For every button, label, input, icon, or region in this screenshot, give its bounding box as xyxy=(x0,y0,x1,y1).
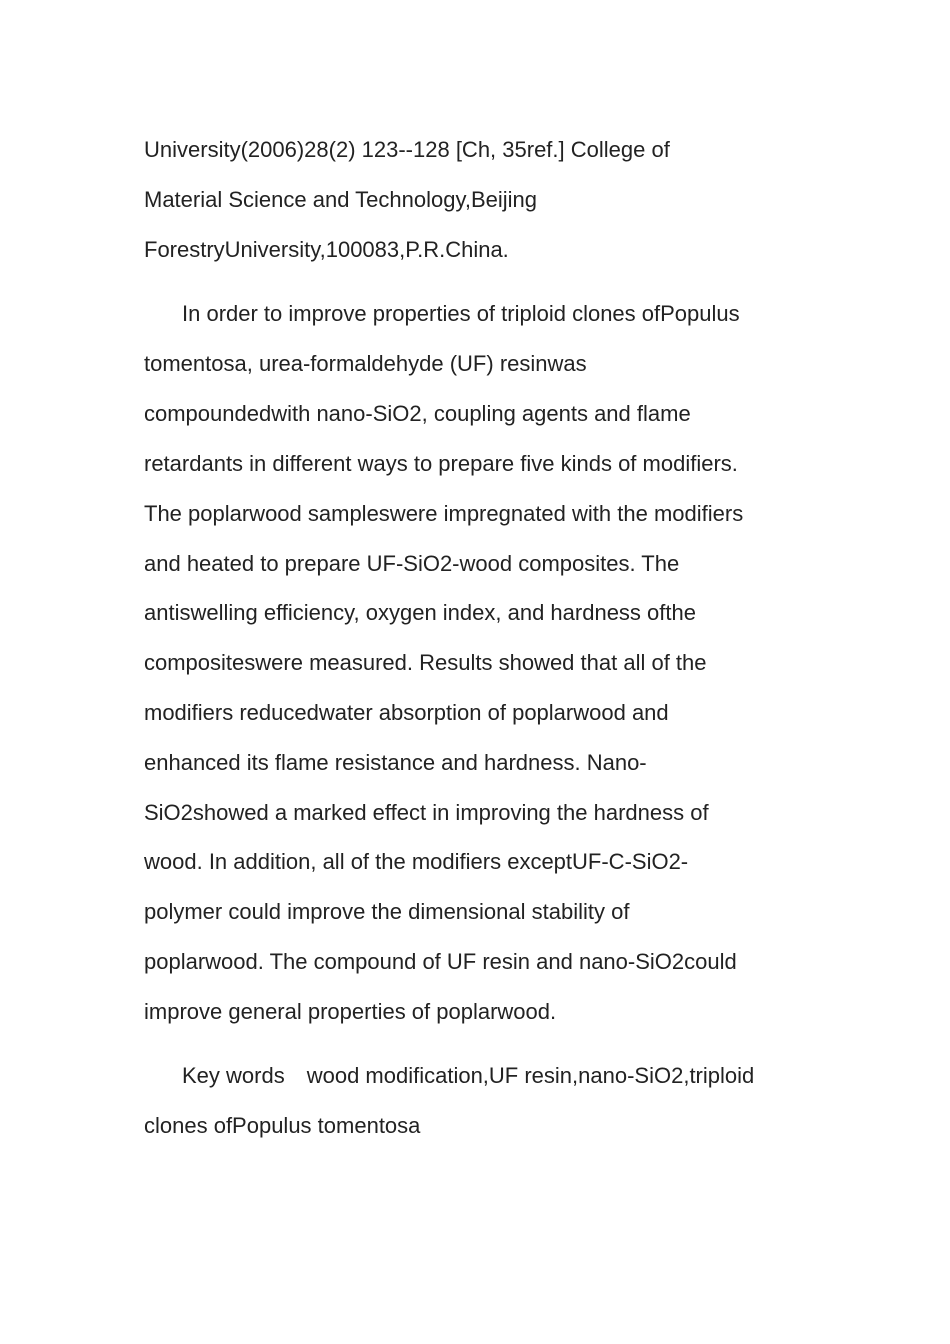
abstract-line: compositeswere measured. Results showed that all of the xyxy=(144,650,707,675)
abstract-line: polymer could improve the dimensional stability of xyxy=(144,899,630,924)
abstract-line: improve general properties of poplarwood. xyxy=(144,999,557,1024)
citation-line: University(2006)28(2) 123--128 [Ch, 35ref.] College of xyxy=(144,137,670,162)
citation-line: Material Science and Technology,Beijing xyxy=(144,187,537,212)
abstract-line: poplarwood. The compound of UF resin and nano-SiO2could xyxy=(144,949,737,974)
abstract-line: In order to improve properties of triploid clones ofPopulus xyxy=(182,301,740,326)
keywords-line: clones ofPopulus tomentosa xyxy=(144,1113,421,1138)
abstract-line: SiO2showed a marked effect in improving the hardness of xyxy=(144,800,709,825)
citation-line: ForestryUniversity,100083,P.R.China. xyxy=(144,237,509,262)
abstract-line: compoundedwith nano-SiO2, coupling agents and flame xyxy=(144,401,691,426)
abstract-line: tomentosa, urea-formaldehyde (UF) resinwas xyxy=(144,351,587,376)
abstract-line: and heated to prepare UF-SiO2-wood composites. The xyxy=(144,551,680,576)
abstract-line: The poplarwood sampleswere impregnated with the modifiers xyxy=(144,501,744,526)
abstract-line: retardants in different ways to prepare five kinds of modifiers. xyxy=(144,451,738,476)
keywords-line: Key words wood modification,UF resin,nano-SiO2,triploid xyxy=(182,1063,755,1088)
abstract-line: modifiers reducedwater absorption of poplarwood and xyxy=(144,700,669,725)
abstract-line: wood. In addition, all of the modifiers exceptUF-C-SiO2- xyxy=(144,849,689,874)
abstract-line: antiswelling efficiency, oxygen index, and hardness ofthe xyxy=(144,600,696,625)
abstract-line: enhanced its flame resistance and hardness. Nano- xyxy=(144,750,647,775)
